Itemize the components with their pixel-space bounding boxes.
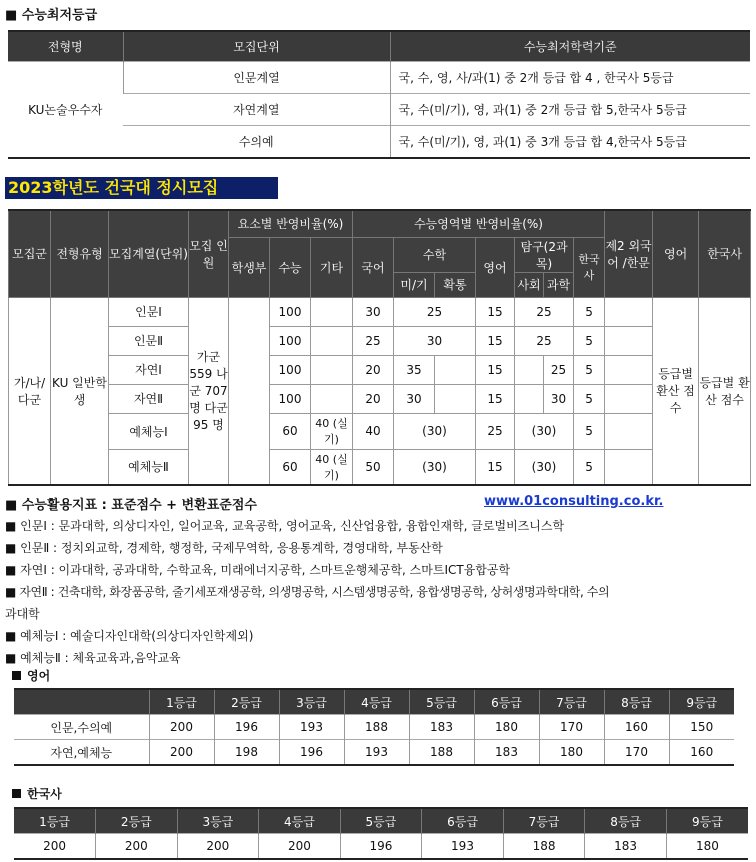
header-calc-geo: 미/기 (394, 272, 435, 297)
header-quota: 모집 인원 (189, 210, 229, 297)
etc-cell: 40 (실기) (311, 449, 353, 485)
unit-cell: 인문Ⅱ (109, 326, 189, 355)
etc-cell (311, 326, 353, 355)
header-english: 영어 (653, 210, 699, 297)
grade-header: 7등급 (503, 808, 585, 834)
english-subhead: 영어 (12, 667, 50, 684)
korean-cell: 20 (353, 355, 394, 384)
score-cell: 188 (344, 715, 409, 740)
khist-cell: 5 (574, 413, 605, 449)
second-lang-cell (605, 355, 653, 384)
english-cell: 15 (476, 355, 515, 384)
table-row (9, 384, 751, 413)
score-cell: 193 (422, 834, 504, 860)
grade-header: 9등급 (666, 808, 748, 834)
second-lang-cell (605, 413, 653, 449)
score-cell: 170 (604, 740, 669, 766)
note-humanities-1: ■ 인문Ⅰ : 문과대학, 의상디자인, 일어교육, 교육공학, 영어교육, 신산업융합, 융합인재학, 글로벌비즈니스학 (5, 519, 565, 533)
table-header-row (8, 31, 750, 62)
prob-stat-cell (435, 355, 476, 384)
csat-cell: 100 (270, 355, 311, 384)
social-cell (515, 384, 544, 413)
inquiry-cell: (30) (515, 449, 574, 485)
note-arts-2: ■ 예체능Ⅱ : 체육교육과,음악교육 (5, 651, 181, 665)
csat-cell: 60 (270, 449, 311, 485)
unit-cell: 자연계열 (123, 94, 390, 126)
header-khist-area: 한국사 (574, 237, 605, 297)
grade-header: 9등급 (669, 689, 734, 715)
table-row (9, 326, 751, 355)
header-student-record: 학생부 (229, 237, 270, 297)
header-type: 전형유형 (51, 210, 109, 297)
score-cell: 200 (96, 834, 178, 860)
table-row (8, 62, 750, 94)
score-cell: 170 (539, 715, 604, 740)
table-row (9, 413, 751, 449)
prob-stat-cell (435, 384, 476, 413)
math-cell: 30 (394, 326, 476, 355)
table-row (9, 355, 751, 384)
score-cell: 200 (177, 834, 259, 860)
csat-cell: 60 (270, 413, 311, 449)
group-value: 가/나/ 다군 (9, 297, 51, 485)
second-lang-cell (605, 449, 653, 485)
header-group: 모집군 (9, 210, 51, 297)
row-label: 인문,수의예 (14, 715, 149, 740)
csat-cell: 100 (270, 297, 311, 326)
korean-cell: 50 (353, 449, 394, 485)
standard-cell: 국, 수(미/기), 영, 과(1) 중 2개 등급 합 5,한국사 5등급 (390, 94, 750, 126)
score-cell: 183 (474, 740, 539, 766)
score-cell: 198 (214, 740, 279, 766)
unit-cell: 자연Ⅱ (109, 384, 189, 413)
calc-geo-cell: 30 (394, 384, 435, 413)
grade-header: 1등급 (14, 808, 96, 834)
note-arts-1: ■ 예체능Ⅰ : 예술디자인대학(의상디자인학제외) (5, 629, 254, 643)
history-conversion: 등급별 환산 점수 (699, 297, 751, 485)
col-header-blank (14, 689, 149, 715)
score-cell: 193 (279, 715, 344, 740)
score-cell: 188 (503, 834, 585, 860)
korean-cell: 20 (353, 384, 394, 413)
score-cell: 183 (409, 715, 474, 740)
math-cell: (30) (394, 413, 476, 449)
table-header-row (14, 689, 734, 715)
note-natural-2-cont: 과대학 (5, 607, 40, 621)
standard-cell: 국, 수, 영, 사/과(1) 중 2개 등급 합 4 , 한국사 5등급 (390, 62, 750, 94)
table-row (9, 297, 751, 326)
score-cell: 183 (585, 834, 667, 860)
khist-cell: 5 (574, 326, 605, 355)
inquiry-cell: 25 (515, 297, 574, 326)
csat-cell: 100 (270, 326, 311, 355)
header-korean: 국어 (353, 237, 394, 297)
second-lang-cell (605, 384, 653, 413)
khist-cell: 5 (574, 449, 605, 485)
section-title-csat-minimum: ■ 수능최저등급 (5, 8, 98, 23)
english-cell: 15 (476, 449, 515, 485)
korean-cell: 25 (353, 326, 394, 355)
score-cell: 150 (669, 715, 734, 740)
table-row (14, 834, 748, 860)
col-header: 수능최저학력기준 (390, 31, 750, 62)
etc-cell (311, 384, 353, 413)
header-etc: 기타 (311, 237, 353, 297)
korean-history-subhead: 한국사 (12, 785, 62, 802)
header-exam-ratio: 수능영역별 반영비율(%) (353, 210, 605, 237)
score-cell: 196 (279, 740, 344, 766)
grade-header: 2등급 (96, 808, 178, 834)
col-header: 모집단위 (123, 31, 390, 62)
khist-cell: 5 (574, 297, 605, 326)
header-elem-ratio: 요소별 반영비율(%) (229, 210, 353, 237)
calc-geo-cell: 35 (394, 355, 435, 384)
etc-cell: 40 (실기) (311, 413, 353, 449)
header-prob-stat: 확통 (435, 272, 476, 297)
grade-header: 2등급 (214, 689, 279, 715)
english-grade-table (14, 688, 734, 766)
header-inquiry: 탐구(2과목) (515, 237, 574, 272)
header-social: 사회 (515, 272, 544, 297)
unit-cell: 예체능Ⅰ (109, 413, 189, 449)
science-cell: 25 (544, 355, 574, 384)
score-cell: 160 (669, 740, 734, 766)
khist-cell: 5 (574, 384, 605, 413)
row-label: 자연,예체능 (14, 740, 149, 766)
grade-header: 1등급 (149, 689, 214, 715)
second-lang-cell (605, 326, 653, 355)
score-cell: 188 (409, 740, 474, 766)
korean-cell: 30 (353, 297, 394, 326)
unit-cell: 수의예 (123, 126, 390, 159)
score-cell: 200 (149, 715, 214, 740)
csat-cell: 100 (270, 384, 311, 413)
header-korean-history: 한국사 (699, 210, 751, 297)
khist-cell: 5 (574, 355, 605, 384)
note-natural-2: ■ 자연Ⅱ : 건축대학, 화장품공학, 줄기세포재생공학, 의생명공학, 시스템생명공학, 융합생명공학, 상허생명과학대학, 수의 (5, 585, 610, 599)
unit-cell: 자연Ⅰ (109, 355, 189, 384)
header-unit: 모집계열(단위) (109, 210, 189, 297)
header-english-area: 영어 (476, 237, 515, 297)
grade-header: 7등급 (539, 689, 604, 715)
table-header-row (14, 808, 748, 834)
unit-cell: 예체능Ⅱ (109, 449, 189, 485)
header-second-lang: 제2 외국어 /한문 (605, 210, 653, 297)
korean-cell: 40 (353, 413, 394, 449)
grade-header: 4등급 (259, 808, 341, 834)
etc-cell (311, 297, 353, 326)
english-conversion: 등급별 환산 점수 (653, 297, 699, 485)
standard-cell: 국, 수(미/기), 영, 과(1) 중 3개 등급 합 4,한국사 5등급 (390, 126, 750, 159)
etc-cell (311, 355, 353, 384)
banner-title: 2023학년도 건국대 정시모집 (5, 177, 278, 199)
score-cell: 180 (666, 834, 748, 860)
regular-admission-table (8, 209, 751, 486)
unit-cell: 인문Ⅰ (109, 297, 189, 326)
korean-history-grade-table (14, 807, 748, 860)
grade-header: 6등급 (474, 689, 539, 715)
grade-header: 6등급 (422, 808, 504, 834)
csat-minimum-table (8, 30, 750, 159)
admission-type: KU논술우수자 (8, 62, 123, 159)
square-bullet-icon (12, 671, 21, 680)
english-cell: 15 (476, 297, 515, 326)
note-humanities-2: ■ 인문Ⅱ : 정치외교학, 경제학, 행정학, 국제무역학, 응용통계학, 경영대학, 부동산학 (5, 541, 443, 555)
social-cell (515, 355, 544, 384)
second-lang-cell (605, 297, 653, 326)
quota-value: 가군 559 나군 707명 다군95 명 (189, 297, 229, 485)
inquiry-cell: (30) (515, 413, 574, 449)
consulting-link[interactable]: www.01consulting.co.kr. (484, 494, 664, 509)
inquiry-cell: 25 (515, 326, 574, 355)
score-cell: 160 (604, 715, 669, 740)
math-cell: (30) (394, 449, 476, 485)
score-cell: 180 (474, 715, 539, 740)
english-cell: 25 (476, 413, 515, 449)
grade-header: 8등급 (585, 808, 667, 834)
score-cell: 200 (149, 740, 214, 766)
english-cell: 15 (476, 384, 515, 413)
table-row (9, 449, 751, 485)
grade-header: 3등급 (279, 689, 344, 715)
table-row (14, 715, 734, 740)
grade-header: 5등급 (409, 689, 474, 715)
note-natural-1: ■ 자연Ⅰ : 이과대학, 공과대학, 수학교육, 미래에너지공학, 스마트운행체공학, 스마트ICT융합공학 (5, 563, 511, 577)
score-cell: 200 (14, 834, 96, 860)
note-csat-index: ■ 수능활용지표 : 표준점수 + 변환표준점수 (5, 498, 257, 513)
type-value: KU 일반학생 (51, 297, 109, 485)
grade-header: 5등급 (340, 808, 422, 834)
science-cell: 30 (544, 384, 574, 413)
grade-header: 4등급 (344, 689, 409, 715)
col-header: 전형명 (8, 31, 123, 62)
score-cell: 180 (539, 740, 604, 766)
unit-cell: 인문계열 (123, 62, 390, 94)
student-record-value (229, 297, 270, 485)
grade-header: 3등급 (177, 808, 259, 834)
score-cell: 196 (214, 715, 279, 740)
grade-header: 8등급 (604, 689, 669, 715)
header-csat: 수능 (270, 237, 311, 297)
score-cell: 196 (340, 834, 422, 860)
english-cell: 15 (476, 326, 515, 355)
table-row (14, 740, 734, 766)
square-bullet-icon (12, 789, 21, 798)
score-cell: 200 (259, 834, 341, 860)
score-cell: 193 (344, 740, 409, 766)
header-math: 수학 (394, 237, 476, 272)
header-science: 과학 (544, 272, 574, 297)
math-cell: 25 (394, 297, 476, 326)
